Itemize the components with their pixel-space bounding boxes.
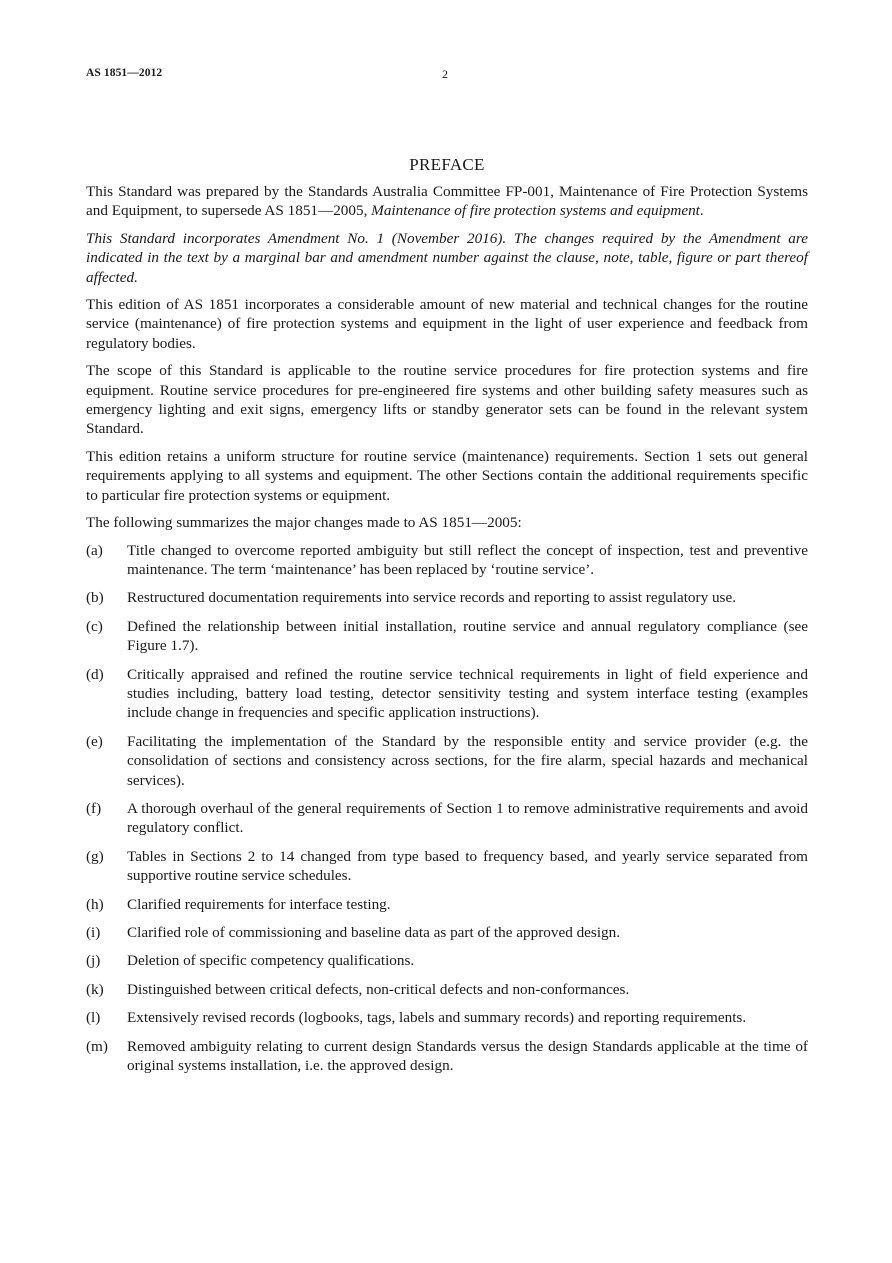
- list-item-text: Extensively revised records (logbooks, tags, labels and summary records) and reporting requirements.: [127, 1009, 747, 1027]
- list-marker: (b): [86, 589, 104, 607]
- list-marker: (a): [86, 541, 103, 559]
- list-item-text: A thorough overhaul of the general requirements of Section 1 to remove administrative requirements and avoid regulatory conflict.: [127, 799, 808, 837]
- preface-paragraph-5: This edition retains a uniform structure for routine service (maintenance) requirements. Section 1 sets out general requirements applying to all systems and equipment. The other Sections contain the additional requirements specific to particular fire protection systems or equipment.: [86, 447, 808, 504]
- running-header-title: AS 1851—2012: [86, 67, 163, 79]
- p1-text-start: This Standard was prepared by the Standards Australia Committee FP-001, Maintenance of Fire Protection Systems and Equipment, to supersede AS 1851—2005,: [86, 183, 808, 220]
- list-item: [86, 1037, 808, 1076]
- section-title: PREFACE: [409, 155, 485, 174]
- list-item: [86, 895, 808, 914]
- list-item: [86, 847, 808, 886]
- list-item: [86, 951, 808, 970]
- list-item: [86, 980, 808, 999]
- list-item-text: Tables in Sections 2 to 14 changed from type based to frequency based, and yearly service separated from supportive routine service schedules.: [127, 847, 808, 885]
- preface-paragraph-4: The scope of this Standard is applicable to the routine service procedures for fire protection systems and fire equipment. Routine service procedures for pre-engineered fire systems and other building safety measures such as emergency lighting and exit signs, emergency lifts or standby generator sets can be found in the relevant system Standard.: [86, 362, 808, 438]
- p1-italic-title: Maintenance of fire protection systems and equipment: [371, 202, 700, 220]
- list-item-text: Deletion of specific competency qualifications.: [127, 952, 415, 970]
- list-marker: (k): [86, 980, 104, 998]
- list-item: [86, 1008, 808, 1027]
- list-item-text: Restructured documentation requirements into service records and reporting to assist regulatory use.: [127, 589, 737, 607]
- list-marker: (f): [86, 799, 102, 817]
- list-item: [86, 665, 808, 723]
- p1-text-end: .: [699, 202, 704, 220]
- list-item-text: Title changed to overcome reported ambiguity but still reflect the concept of inspection, test and preventive maintenance. The term ‘maintenance’ has been replaced by ‘routine service’.: [127, 541, 808, 578]
- list-item-text: Defined the relationship between initial installation, routine service and annual regulatory compliance (see Figure 1.7).: [127, 617, 808, 655]
- page-number: 2: [442, 67, 448, 81]
- list-item-text: Removed ambiguity relating to current design Standards versus the design Standards applicable at the time of original systems installation, i.e. the approved design.: [127, 1037, 808, 1075]
- list-item: [86, 617, 808, 656]
- preface-paragraph-3: This edition of AS 1851 incorporates a considerable amount of new material and technical changes for the routine service (maintenance) of fire protection systems and equipment in the light of user experience and feedback from regulatory bodies.: [86, 296, 808, 352]
- list-marker: (c): [86, 617, 103, 635]
- list-item-text: Clarified role of commissioning and baseline data as part of the approved design.: [127, 924, 621, 941]
- list-item-text: Distinguished between critical defects, non-critical defects and non-conformances.: [127, 980, 630, 998]
- list-item: [86, 588, 808, 607]
- preface-paragraph-6: The following summarizes the major changes made to AS 1851—2005:: [86, 514, 522, 532]
- list-marker: (g): [86, 847, 104, 865]
- list-marker: (j): [86, 952, 101, 970]
- list-item-text: Clarified requirements for interface testing.: [127, 895, 391, 913]
- amendment-note: This Standard incorporates Amendment No. 1 (November 2016). The changes required by the Amendment are indicated in the text by a marginal bar and amendment number against the clause, note, table, figure or part thereof affected.: [86, 229, 808, 286]
- list-item-text: Critically appraised and refined the routine service technical requirements in light of field experience and studies including, battery load testing, detector sensitivity testing and system interface testing (examples include change in frequencies and specific application instructions).: [127, 665, 808, 722]
- preface-section: [86, 155, 808, 1084]
- list-marker: (l): [86, 1009, 101, 1027]
- list-marker: (e): [86, 732, 103, 750]
- preface-paragraph-1: [86, 182, 808, 221]
- list-marker: (m): [86, 1037, 108, 1055]
- list-item: [86, 732, 808, 790]
- list-item-text: Facilitating the implementation of the Standard by the responsible entity and service provider (e.g. the consolidation of sections and consistency across sections, for the fire alarm, special hazards and mechanical services).: [127, 732, 808, 789]
- changes-list: [86, 541, 808, 1076]
- list-item: [86, 923, 808, 942]
- list-item: [86, 799, 808, 838]
- list-marker: (i): [86, 924, 101, 941]
- list-item: [86, 541, 808, 580]
- list-marker: (h): [86, 895, 104, 913]
- list-marker: (d): [86, 665, 104, 683]
